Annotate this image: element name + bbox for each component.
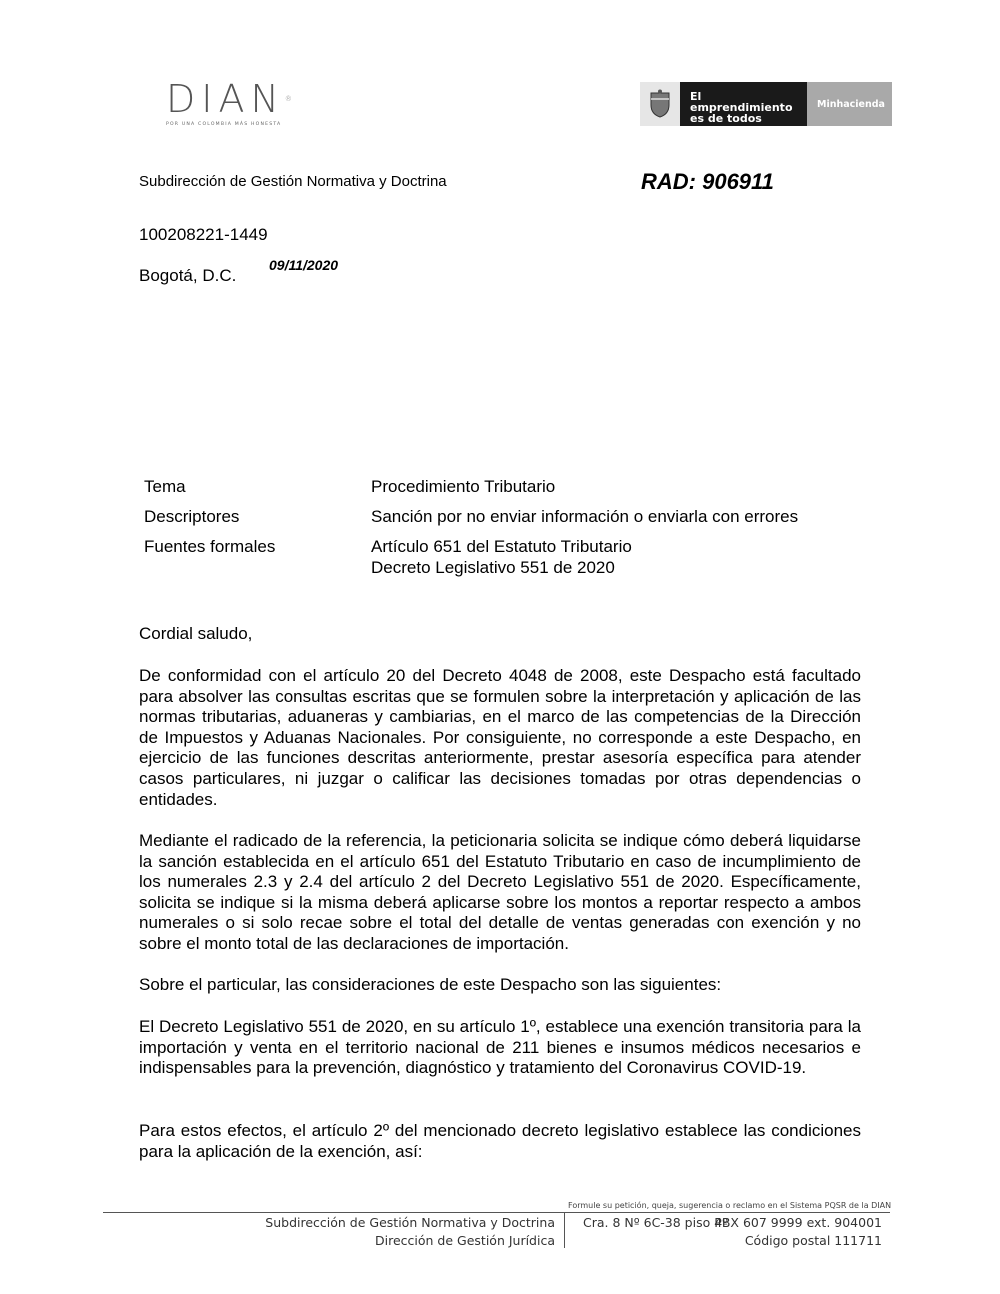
gov-logo-slogan-line2: es de todos xyxy=(690,112,762,125)
footer-vertical-divider xyxy=(564,1213,565,1248)
rad-number: RAD: 906911 xyxy=(641,169,774,194)
footer-pqsr-note: Formule su petición, queja, sugerencia o reclamo en el Sistema PQSR de la DIAN xyxy=(568,1201,892,1210)
footer-office: Subdirección de Gestión Normativa y Doctrina xyxy=(265,1215,555,1230)
footer-address: Cra. 8 Nº 6C-38 piso 4º xyxy=(583,1215,729,1230)
meta-value-tema: Procedimiento Tributario xyxy=(371,477,556,496)
letter-date: 09/11/2020 xyxy=(269,257,339,273)
gov-logo-ministry: Minhacienda xyxy=(807,82,892,126)
paragraph-2: Mediante el radicado de la referencia, la peticionaria solicita se indique cómo deberá liquidarse la sanción establecida en el artículo 651 del Estatuto Tributario en caso de incumplimiento de los numerales 2.3 y 2.4 del artículo 2 del Decreto Legislativo 551 de 2020. Específicamente, solicita se indique si la misma deberá aplicarse sobre los montos a reportar respecto a ambos numerales o si solo recae sobre el total del detalle de ventas generadas con exención y no sobre el monto total de las declaraciones de importación. xyxy=(139,831,861,953)
meta-value-descriptores: Sanción por no enviar información o enviarla con errores xyxy=(371,507,799,526)
meta-value-fuentes-1: Artículo 651 del Estatuto Tributario xyxy=(371,537,632,556)
coat-of-arms-icon xyxy=(640,82,680,126)
gov-logo-slogan xyxy=(680,82,807,126)
footer-postal-code: Código postal 111711 xyxy=(744,1233,882,1248)
meta-label-descriptores: Descriptores xyxy=(144,507,240,526)
dian-logo xyxy=(166,77,326,128)
meta-value-fuentes-2: Decreto Legislativo 551 de 2020 xyxy=(371,558,615,577)
paragraph-1: De conformidad con el artículo 20 del Decreto 4048 de 2008, este Despacho está facultado para absolver las consultas escritas que se formulen sobre la interpretación y aplicación de las normas tributarias, aduaneras y cambiarias, en el marco de las competencias de la Dirección de Impuestos y Aduanas Nacionales. Por consiguiente, no corresponde a este Despacho, en ejercicio de las funciones descritas anteriormente, prestar asesoría específica para atender casos particulares, ni juzgar o calificar las decisiones tomadas por otras dependencias o entidades. xyxy=(139,666,861,809)
footer-phone: PBX 607 9999 ext. 904001 xyxy=(714,1215,882,1230)
city: Bogotá, D.C. xyxy=(139,266,237,285)
footer-divider xyxy=(103,1212,890,1213)
footer-direction: Dirección de Gestión Jurídica xyxy=(375,1233,555,1248)
gov-logo-slogan-line1: El emprendimiento xyxy=(690,90,793,114)
paragraph-5: Para estos efectos, el artículo 2º del mencionado decreto legislativo establece las condiciones para la aplicación de la exención, así: xyxy=(139,1121,861,1161)
greeting: Cordial saludo, xyxy=(139,624,253,643)
paragraph-3: Sobre el particular, las consideraciones de este Despacho son las siguientes: xyxy=(139,975,722,994)
dian-logo-word: DIAN xyxy=(166,77,285,121)
office-name: Subdirección de Gestión Normativa y Doctrina xyxy=(139,173,447,190)
registered-mark-icon: ® xyxy=(284,95,298,103)
government-logo xyxy=(640,82,892,126)
meta-label-fuentes: Fuentes formales xyxy=(144,537,276,556)
reference-number: 100208221-1449 xyxy=(139,225,268,244)
meta-label-tema: Tema xyxy=(144,477,186,496)
dian-logo-tagline: POR UNA COLOMBIA MÁS HONESTA xyxy=(166,122,282,127)
paragraph-4: El Decreto Legislativo 551 de 2020, en su artículo 1º, establece una exención transitoria para la importación y venta en el territorio nacional de 211 bienes e insumos médicos necesarios e indispensables para la prevención, diagnóstico y tratamiento del Coronavirus COVID-19. xyxy=(139,1017,861,1078)
